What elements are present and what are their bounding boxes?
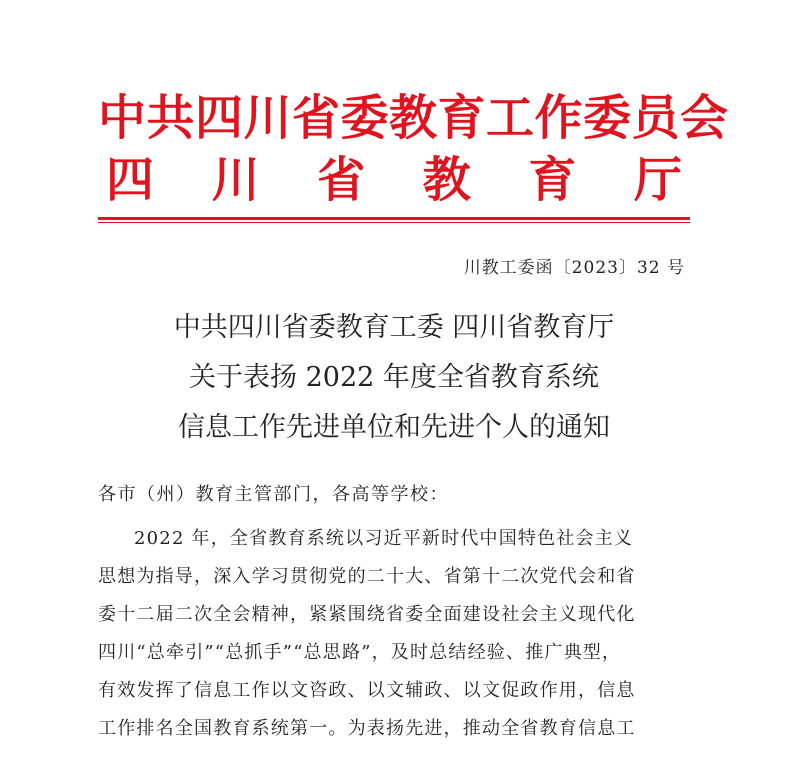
document-title-line2: 关于表扬 2022 年度全省教育系统 bbox=[189, 362, 599, 393]
salutation: 各市（州）教育主管部门，各高等学校： bbox=[98, 484, 449, 505]
body-line: 四川“总牵引”“总抓手”“总思路”，及时总结经验、推广典型， bbox=[98, 642, 622, 663]
issuer-name-line2 bbox=[98, 152, 690, 208]
document-title-line3: 信息工作先进单位和先进个人的通知 bbox=[178, 412, 610, 443]
body-paragraph bbox=[98, 520, 690, 748]
issuer-char: 四 bbox=[106, 152, 155, 208]
document-number: 川教工委函〔2023〕32 号 bbox=[463, 258, 685, 278]
body-line: 有效发挥了信息工作以文咨政、以文辅政、以文促政作用，信息 bbox=[98, 680, 636, 701]
issuer-char: 教 bbox=[422, 152, 471, 208]
header-divider-thick bbox=[98, 217, 690, 220]
issuer-char: 省 bbox=[317, 152, 366, 208]
document-title-line1: 中共四川省委教育工委 四川省教育厅 bbox=[173, 312, 615, 343]
header-divider-thin bbox=[98, 222, 690, 223]
issuer-name-line1: 中共四川省委教育工作委员会 bbox=[98, 90, 729, 146]
body-line: 思想为指导，深入学习贯彻党的二十大、省第十二次党代会和省 bbox=[98, 566, 636, 587]
body-line: 委十二届二次全会精神，紧紧围绕省委全面建设社会主义现代化 bbox=[98, 604, 636, 625]
issuer-char: 厅 bbox=[633, 152, 682, 208]
body-line: 2022 年，全省教育系统以习近平新时代中国特色社会主义 bbox=[134, 528, 634, 549]
issuer-char: 育 bbox=[528, 152, 577, 208]
issuer-char: 川 bbox=[211, 152, 260, 208]
body-line: 工作排名全国教育系统第一。为表扬先进，推动全省教育信息工 bbox=[98, 718, 636, 739]
